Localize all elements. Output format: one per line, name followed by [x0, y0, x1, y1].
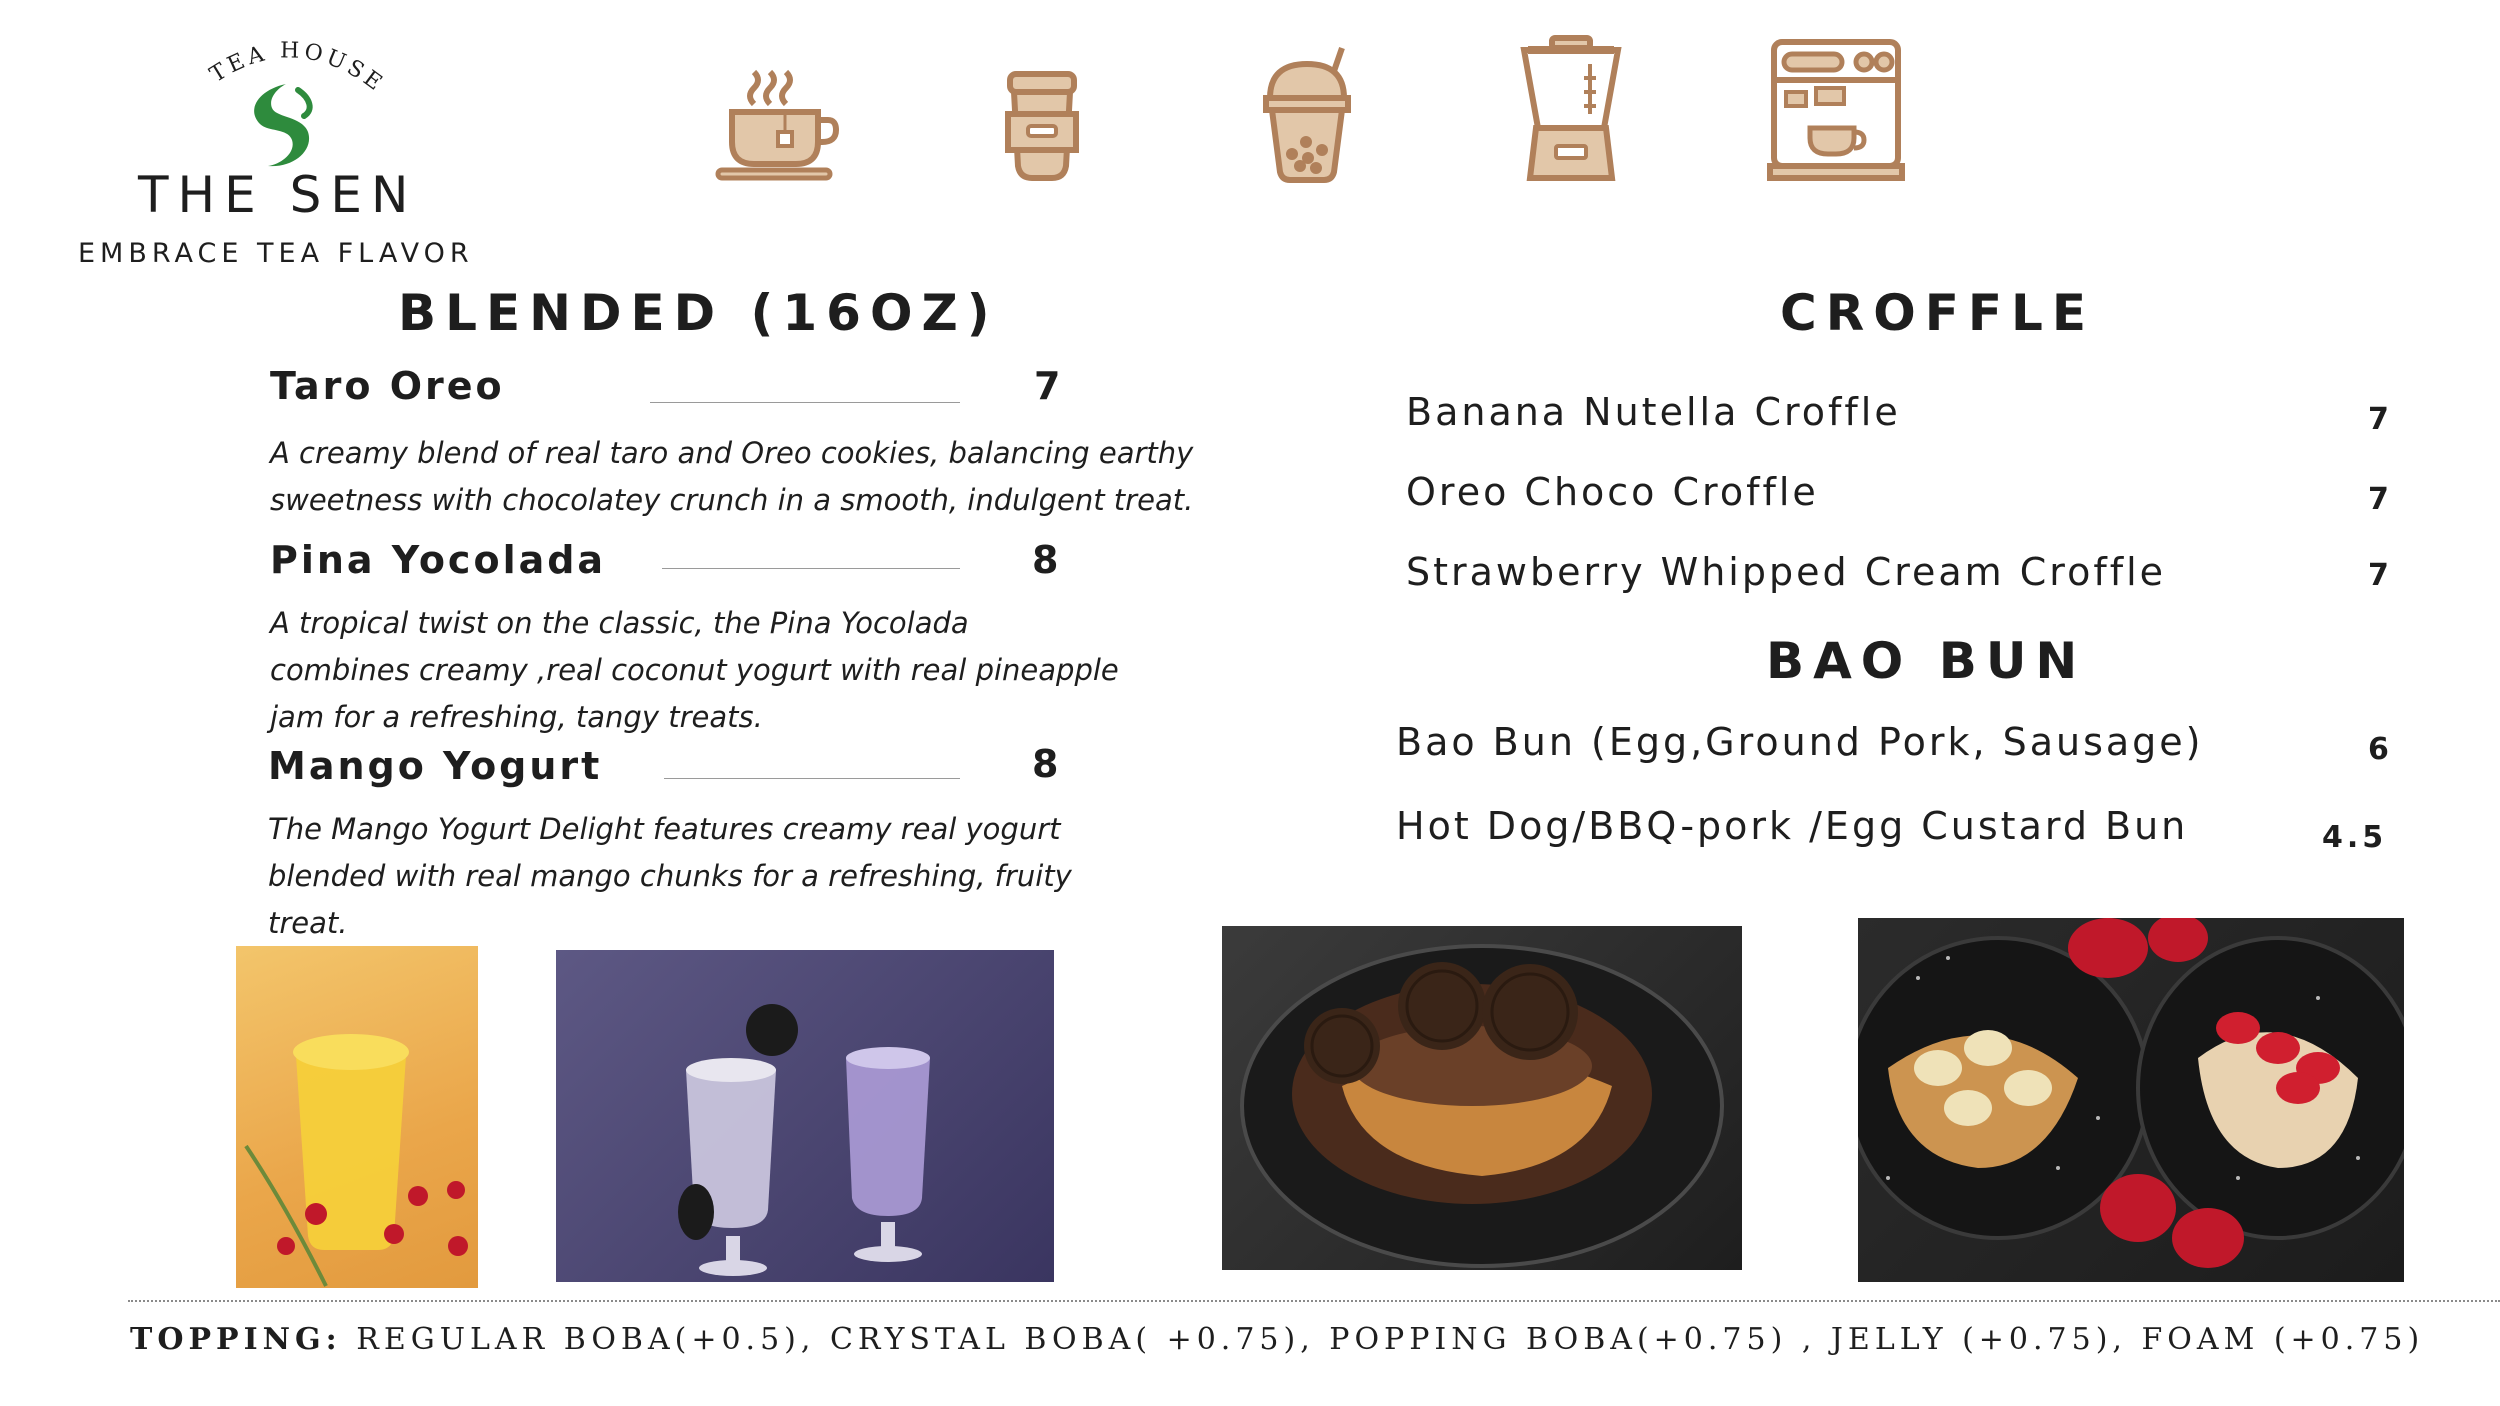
item-description-line: A tropical twist on the classic, the Pina Yocolada — [270, 606, 969, 640]
item-name: Mango Yogurt — [268, 744, 603, 788]
brand-tagline: EMBRACE TEA FLAVOR — [78, 238, 474, 269]
svg-text:TEA HOUSE: TEA HOUSE — [205, 38, 390, 98]
tea-leaf-logo-icon — [238, 80, 322, 170]
footer-divider — [128, 1300, 2500, 1302]
hot-tea-cup-icon — [712, 66, 842, 184]
banana-strawberry-croffle-photo — [1858, 918, 2404, 1282]
item-name: Oreo Choco Croffle — [1406, 470, 1819, 514]
blended-section-title: BLENDED (16OZ) — [398, 284, 999, 342]
item-description-line: combines creamy ,real coconut yogurt with real pineapple — [270, 653, 1119, 687]
dotted-leader — [650, 402, 960, 403]
blender-icon — [1518, 34, 1624, 184]
item-name: Strawberry Whipped Cream Croffle — [1406, 550, 2167, 594]
item-name: Bao Bun (Egg,Ground Pork, Sausage) — [1396, 720, 2204, 764]
item-price: 7 — [2368, 402, 2393, 437]
croffle-section-title: CROFFLE — [1780, 284, 2096, 342]
item-name: Hot Dog/BBQ-pork /Egg Custard Bun — [1396, 804, 2189, 848]
item-price: 8 — [1032, 538, 1059, 582]
brand-name: THE SEN — [138, 166, 418, 224]
takeaway-cup-icon — [1000, 68, 1084, 184]
dotted-leader — [664, 778, 960, 779]
item-name: Taro Oreo — [270, 364, 505, 408]
item-price: 7 — [2368, 558, 2393, 593]
item-name: Pina Yocolada — [270, 538, 607, 582]
item-name: Banana Nutella Croffle — [1406, 390, 1901, 434]
boba-cup-icon — [1262, 42, 1352, 184]
item-price: 7 — [2368, 482, 2393, 517]
topping-label: TOPPING: — [130, 1322, 342, 1357]
item-description-line: blended with real mango chunks for a refreshing, fruity — [268, 859, 1072, 893]
oreo-croffle-photo — [1222, 926, 1742, 1270]
bao-bun-section-title: BAO BUN — [1766, 632, 2087, 690]
mango-yogurt-photo — [236, 946, 478, 1288]
item-description-line: The Mango Yogurt Delight features creamy real yogurt — [268, 812, 1061, 846]
taro-oreo-drinks-photo — [556, 950, 1054, 1282]
item-price: 6 — [2368, 732, 2393, 767]
item-price: 8 — [1032, 742, 1059, 786]
topping-options: REGULAR BOBA(+0.5), CRYSTAL BOBA( +0.75), POPPING BOBA(+0.75) , JELLY (+0.75), FOAM (+0.75) — [341, 1322, 2425, 1357]
item-price: 7 — [1034, 364, 1061, 408]
espresso-machine-icon — [1766, 36, 1906, 184]
item-description-line: treat. — [268, 906, 348, 940]
item-price: 4.5 — [2322, 820, 2388, 855]
item-description-line: jam for a refreshing, tangy treats. — [270, 700, 763, 734]
topping-line — [130, 1322, 2424, 1357]
item-description-line: A creamy blend of real taro and Oreo cookies, balancing earthy — [270, 436, 1194, 470]
dotted-leader — [662, 568, 960, 569]
item-description-line: sweetness with chocolatey crunch in a smooth, indulgent treat. — [270, 483, 1194, 517]
